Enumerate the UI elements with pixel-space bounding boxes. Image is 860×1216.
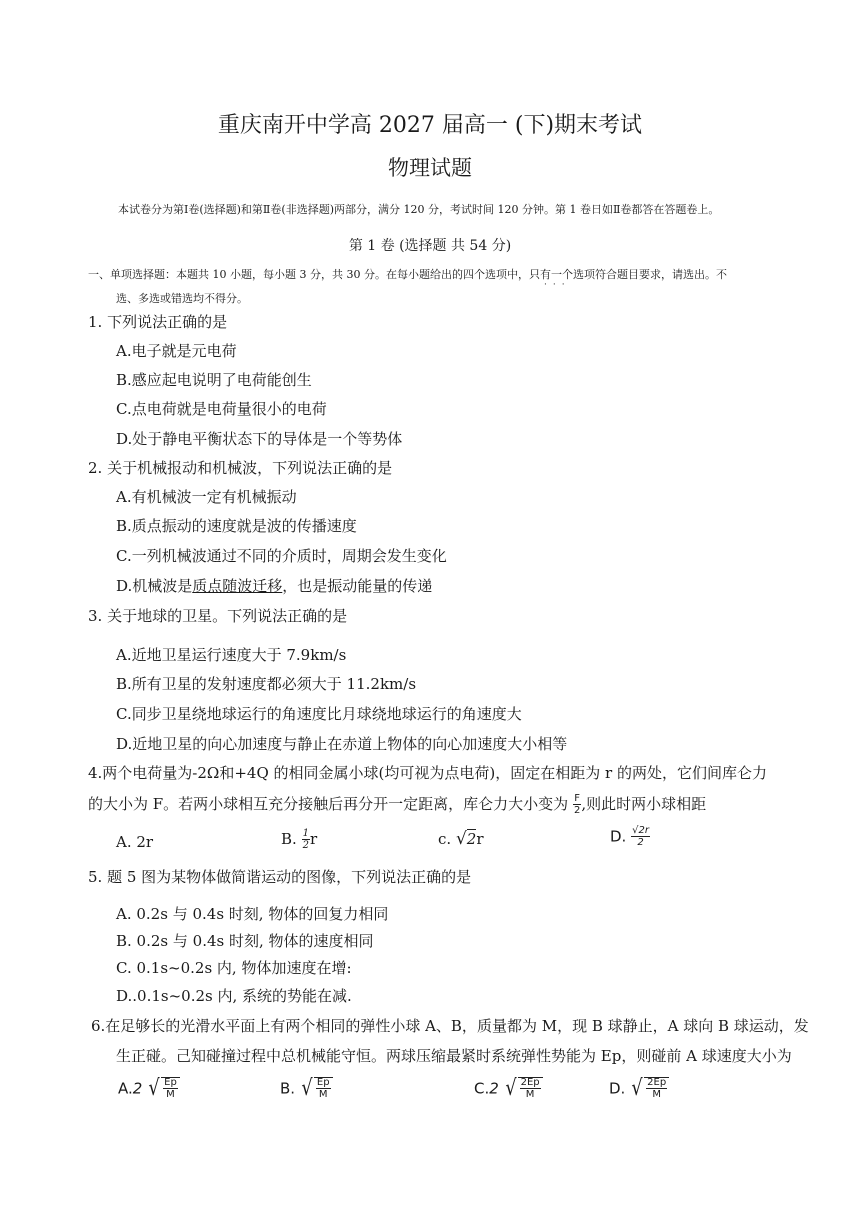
- q6-option-d-den: M: [646, 1088, 667, 1100]
- q6-line1: 6.在足够长的光滑水平面上有两个相同的弹性小球 A、B，质量都为 M，现 B 球静止，A 球向 B 球运动，发: [91, 1017, 809, 1035]
- q6-option-c-sqrt: [504, 1074, 543, 1104]
- q4-fraction-num: F: [574, 793, 581, 804]
- q6-option-a-coef: 2: [132, 1079, 143, 1098]
- q4-option-c: [438, 829, 484, 849]
- section-instructions-line2: 选、多选或错选均不得分。: [116, 292, 248, 305]
- q6-option-a-sqrt: [147, 1074, 180, 1104]
- exam-subtitle: 物理试题: [388, 156, 472, 180]
- q3-option-c: C.同步卫星绕地球运行的角速度比月球绕地球运行的角速度大: [116, 705, 522, 723]
- q4-line2-text: 的大小为 F。若两小球相互充分接触后再分开一定距离，库仑力大小变为: [88, 795, 569, 813]
- q4-line2: [88, 793, 706, 816]
- q6-option-c-coef: 2: [489, 1079, 499, 1098]
- q5-option-c: C. 0.1s~0.2s 内, 物体加速度在增:: [116, 959, 352, 977]
- q6-option-c-num: 2Ep: [520, 1077, 540, 1088]
- q6-line2: 生正碰。己知碰撞过程中总机械能守恒。两球压缩最紧时系统弹性势能为 Ep，则碰前 A 球速度大小为: [116, 1047, 792, 1065]
- q4-option-d-den: 2: [631, 836, 650, 848]
- q4-option-d-num: √2r: [632, 825, 649, 836]
- q6-option-c: [474, 1074, 543, 1104]
- q1-option-b: B.感应起电说明了电荷能创生: [116, 371, 312, 389]
- q6-option-c-den: M: [520, 1088, 541, 1100]
- q3-option-b: B.所有卫星的发射速度都必须大于 11.2km/s: [116, 675, 417, 693]
- q6-option-b-num: Ep: [316, 1077, 330, 1088]
- sqrt-icon: √: [148, 1076, 160, 1101]
- q6-option-b: [280, 1074, 333, 1104]
- q4-line2-post: ,则此时两小球相距: [581, 795, 707, 813]
- q6-option-a-label: A.: [118, 1079, 133, 1098]
- sqrt-icon: √: [631, 1076, 643, 1101]
- q4-option-b-unit: r: [309, 830, 318, 848]
- q6-option-c-label: C.: [474, 1079, 490, 1098]
- exam-note: 本试卷分为第Ⅰ卷(选择题)和第Ⅱ卷(非选择题)两部分，满分 120 分，考试时间 120 分钟。第 1 卷日如Ⅱ卷都答在答题卷上。: [118, 203, 720, 216]
- q2-option-c: C.一列机械波通过不同的介质时，周期会发生变化: [116, 547, 447, 565]
- q4-option-b-den: 2: [302, 840, 309, 851]
- section-heading: 第 1 卷 (选择题 共 54 分): [348, 238, 512, 254]
- section-instructions-line1: 一、单项选择题：本题共 10 小题，每小题 3 分，共 30 分。在每小题给出的四个选项中，只有一个选项符合题目要求，请选出。不: [88, 268, 727, 281]
- sqrt-icon: √: [504, 1076, 517, 1101]
- q3-stem: 3. 关于地球的卫星。下列说法正确的是: [88, 607, 348, 625]
- q4-option-c-radicand: 2: [466, 830, 477, 848]
- q6-option-d: [609, 1074, 669, 1104]
- q2-option-b: B.质点振动的速度就是波的传播速度: [116, 517, 357, 535]
- q6-option-b-sqrt: [300, 1074, 333, 1104]
- exam-title: 重庆南开中学高 2027 届高一 (下)期末考试: [217, 113, 643, 138]
- q5-stem: 5. 题 5 图为某物体做简谐运动的图像，下列说法正确的是: [88, 868, 472, 886]
- sqrt-icon: √: [455, 829, 467, 849]
- q2-option-d: [116, 575, 432, 596]
- q4-option-a: A. 2r: [116, 833, 154, 851]
- q1-option-d: D.处于静电平衡状态下的导体是一个等势体: [116, 430, 403, 448]
- q4-option-b: [281, 829, 317, 851]
- q2-option-a: A.有机械波一定有机械振动: [116, 488, 297, 506]
- q3-option-d: D.近地卫星的向心加速度与静止在赤道上物体的向心加速度大小相等: [116, 735, 568, 753]
- q4-fraction-den: 2: [573, 805, 581, 816]
- q4-option-c-unit: r: [476, 830, 484, 848]
- q4-option-d-label: D.: [610, 827, 627, 846]
- q4-option-b-fraction: [302, 829, 310, 851]
- q4-option-c-label: c.: [438, 830, 452, 848]
- q4-option-b-label: B.: [281, 830, 297, 848]
- q4-line1: 4.两个电荷量为-2Ω和+4Q 的相同金属小球(均可视为点电荷)，固定在相距为 r 的两处，它们间库仑力: [88, 764, 767, 782]
- q5-option-a: A. 0.2s 与 0.4s 时刻, 物体的回复力相同: [116, 905, 389, 923]
- q2-stem: 2. 关于机械报动和机械波，下列说法正确的是: [88, 459, 393, 477]
- q2-option-d-post: ，也是振动能量的传递: [282, 577, 433, 595]
- q6-option-a: [118, 1074, 180, 1104]
- q1-option-c: C.点电荷就是电荷量很小的电荷: [116, 400, 327, 418]
- q6-option-d-num: 2Ep: [647, 1077, 667, 1088]
- q3-option-a: A.近地卫星运行速度大于 7.9km/s: [116, 646, 347, 664]
- q6-option-b-label: B.: [280, 1079, 296, 1098]
- q1-option-a: A.电子就是元电荷: [116, 342, 237, 360]
- q6-option-b-den: M: [316, 1088, 331, 1100]
- q1-stem: 1. 下列说法正确的是: [88, 313, 228, 331]
- q5-option-d: D..0.1s~0.2s 内, 系统的势能在减.: [116, 987, 352, 1005]
- q6-option-a-den: M: [163, 1088, 178, 1100]
- q5-option-b: B. 0.2s 与 0.4s 时刻, 物体的速度相同: [116, 932, 374, 950]
- emphasis-dots: ···: [544, 280, 571, 290]
- sqrt-icon: √: [301, 1076, 313, 1101]
- q2-option-d-pre: D.机械波是: [116, 577, 193, 595]
- q2-option-d-underlined: 质点随波迁移: [192, 577, 283, 595]
- q6-option-d-sqrt: [630, 1074, 669, 1104]
- q4-option-b-num: 1: [302, 828, 309, 839]
- q6-option-d-label: D.: [609, 1079, 626, 1098]
- q6-option-a-num: Ep: [164, 1077, 177, 1088]
- q4-option-d: [610, 826, 650, 848]
- q4-option-d-fraction: [631, 826, 650, 848]
